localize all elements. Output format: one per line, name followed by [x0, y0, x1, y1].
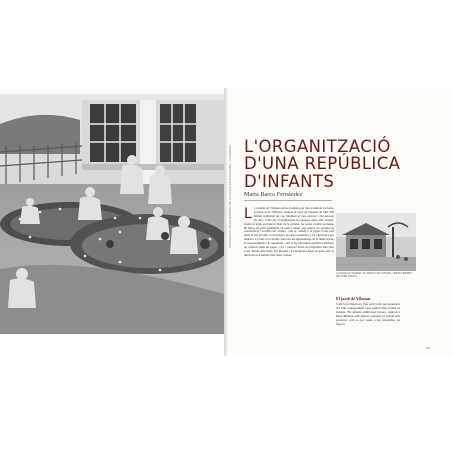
title-line-1: L'ORGANITZACIÓ — [244, 137, 391, 156]
left-page — [0, 88, 226, 356]
title-divider — [244, 200, 332, 201]
body-column-1 — [244, 207, 334, 258]
page-gutter — [224, 88, 228, 356]
side-photo-caption: LA PLATJA DE VILAMAR I EL PAVELLÓ DE L'OFICINA, AMB ELS INFANTS DEL TORN D'ESTIU. — [336, 272, 412, 278]
main-photo — [0, 94, 224, 334]
article-title — [244, 137, 401, 191]
drop-cap: L — [244, 206, 252, 222]
body-column-2: Cada torn disposava d'un petit jardí que preparava des d'un començament i que cuidava fins al final de l'estada. Els infants sembraven llavors, regaven i feien dibuixos amb pedres i petxines al voltant dels parterres, com es pot veure a les fotografies de l'època. — [336, 302, 400, 326]
side-photo — [336, 213, 416, 271]
children-garden-photo — [0, 94, 224, 334]
photo-credit-vertical: FOTOGRAFIA: ARXIU HISTÒRIC DE LA CIUTAT DE BARCELONA · VILADOMAT — [229, 144, 232, 248]
title-line-2: D'UNA REPÚBLICA — [244, 154, 401, 174]
body-text-1: a colònia de Vilamar estava formada per deu pavellons de fusta, excepte el de l'Oficina, situada al barri de Vilassar de Mar. Els infants arribaven un cop finalitzat el curs escolar i s'hi estaven 20 dies. Cada dia s'organitzaven les tasques entre ells: netejar, cuidar el jardí, escriure al diari de la colònia, fer teatre i ballar sardanes. Hi havia un petit parlament de nens i nenes que votava les normes de convivència i escollia els càrrecs, com el consell o el jutjat. Cada torn tenia el seu alcalde, el seu jutge i els seus consellers, i tot s'aprovava per majoria. La vida a la colònia volia ser un aprenentatge de la democràcia, la responsabilitat i la solidaritat, com si fos una petita república d'infants on cadascú tenia un paper a fer i cadascú havia de respondre dels seus actes davant dels altres. Els mestres i les monitores feien de guia, però la iniciativa era sempre dels nens i nenes. — [244, 206, 334, 257]
author-byline: Marta Barco Fernández — [244, 191, 303, 198]
title-line-3: D'INFANTS — [244, 171, 335, 191]
pavilion-photo — [336, 213, 416, 271]
section-subheading: El jardí de Vilamar — [336, 296, 371, 301]
page-number: 19 — [426, 346, 430, 350]
